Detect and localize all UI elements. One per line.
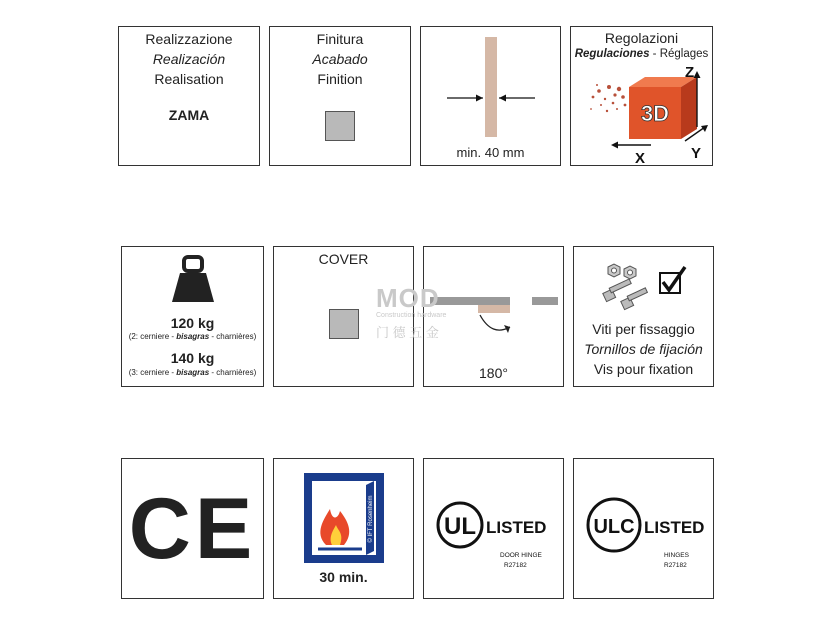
regolazioni-sep: -: [649, 48, 660, 60]
screws-fr: Vis pour fixation: [593, 361, 694, 377]
ulc-line2: R27182: [664, 562, 687, 569]
weight-value-3: 140 kg: [170, 350, 215, 366]
weight-value-2: 120 kg: [170, 315, 215, 331]
realizzazione-it: Realizzazione: [145, 31, 233, 47]
ul-listed-icon: [424, 459, 565, 600]
tile-opening: [423, 246, 564, 387]
watermark-brand: MOD: [376, 283, 440, 313]
cube-3d-icon: [571, 27, 714, 167]
axis-z-head: [694, 71, 701, 78]
door-board: [485, 37, 497, 137]
ulc-mark: ULC: [593, 516, 635, 538]
ce-mark-icon: CE: [128, 481, 257, 577]
particles: [590, 84, 626, 112]
arrow-left-head: [476, 95, 483, 102]
finitura-it: Finitura: [316, 31, 364, 47]
screws-it: Viti per fissaggio: [592, 321, 695, 337]
tile-finitura: [269, 26, 411, 166]
ul-line1: DOOR HINGE: [500, 552, 542, 559]
fire-label: 30 min.: [319, 569, 368, 585]
finitura-fr: Finition: [317, 71, 363, 87]
nut-hole-2: [628, 270, 633, 275]
material-value: ZAMA: [168, 107, 210, 123]
door-leaf: [478, 305, 510, 313]
tile-realizzazione: [118, 26, 260, 166]
axis-x: X: [635, 150, 646, 167]
finitura-es: Acabado: [312, 51, 368, 67]
tile-thickness: [420, 26, 561, 166]
frame-right-segment: [532, 297, 558, 305]
nut-hole-1: [612, 268, 617, 273]
weight-note-3: [122, 368, 263, 377]
tile-ce: [121, 458, 264, 599]
tile-ul: [423, 458, 564, 599]
tile-regolazioni: [570, 26, 713, 166]
regolazioni-fr: Réglages: [659, 48, 709, 60]
tile-cover: [273, 246, 414, 387]
regolazioni-it: Regolazioni: [604, 30, 679, 46]
note-2-post: - charnières): [209, 332, 257, 341]
fire-side-text: © IFT Rosenheim: [368, 495, 374, 543]
cube-label: 3D: [640, 101, 670, 126]
door-frame: [430, 297, 510, 305]
axis-x-head: [611, 142, 618, 149]
realizzazione-es: Realización: [152, 51, 226, 67]
ulc-line1: HINGES: [664, 552, 689, 559]
cube-side: [681, 77, 697, 139]
ul-mark: UL: [444, 513, 476, 540]
thickness-label: min. 40 mm: [456, 145, 525, 160]
realizzazione-fr: Realisation: [154, 71, 224, 87]
cover-swatch: [329, 309, 359, 339]
ul-line2: R27182: [504, 562, 527, 569]
screws-es: Tornillos de fijación: [584, 341, 703, 357]
bolts: [603, 279, 648, 310]
regolazioni-es: Regulaciones: [574, 48, 650, 60]
weight-note-2: [122, 332, 263, 341]
note-2-it: bisagras: [176, 332, 210, 341]
axis-z: Z: [685, 64, 695, 81]
ulc-listed-icon: [574, 459, 715, 600]
ul-listed: LISTED: [486, 518, 547, 537]
cover-label: COVER: [318, 251, 369, 267]
weight-body: [172, 273, 214, 302]
watermark-cn: 门 德 五 金: [376, 325, 439, 340]
weight-handle: [184, 257, 202, 271]
tile-screws: [573, 246, 714, 387]
tile-weight: [121, 246, 264, 387]
note-3-pre: (3: cerniere -: [128, 368, 177, 377]
finish-swatch: [325, 111, 355, 141]
opening-label: 180°: [479, 365, 508, 381]
note-2-pre: (2: cerniere -: [128, 332, 177, 341]
tile-ulc: [573, 458, 714, 599]
axis-y: Y: [691, 145, 702, 162]
note-3-it: bisagras: [176, 368, 210, 377]
watermark-sub: Construction hardware: [376, 312, 447, 319]
note-3-post: - charnières): [209, 368, 257, 377]
arrow-right-head: [499, 95, 506, 102]
ulc-listed: LISTED: [644, 518, 705, 537]
tile-fire: [273, 458, 414, 599]
